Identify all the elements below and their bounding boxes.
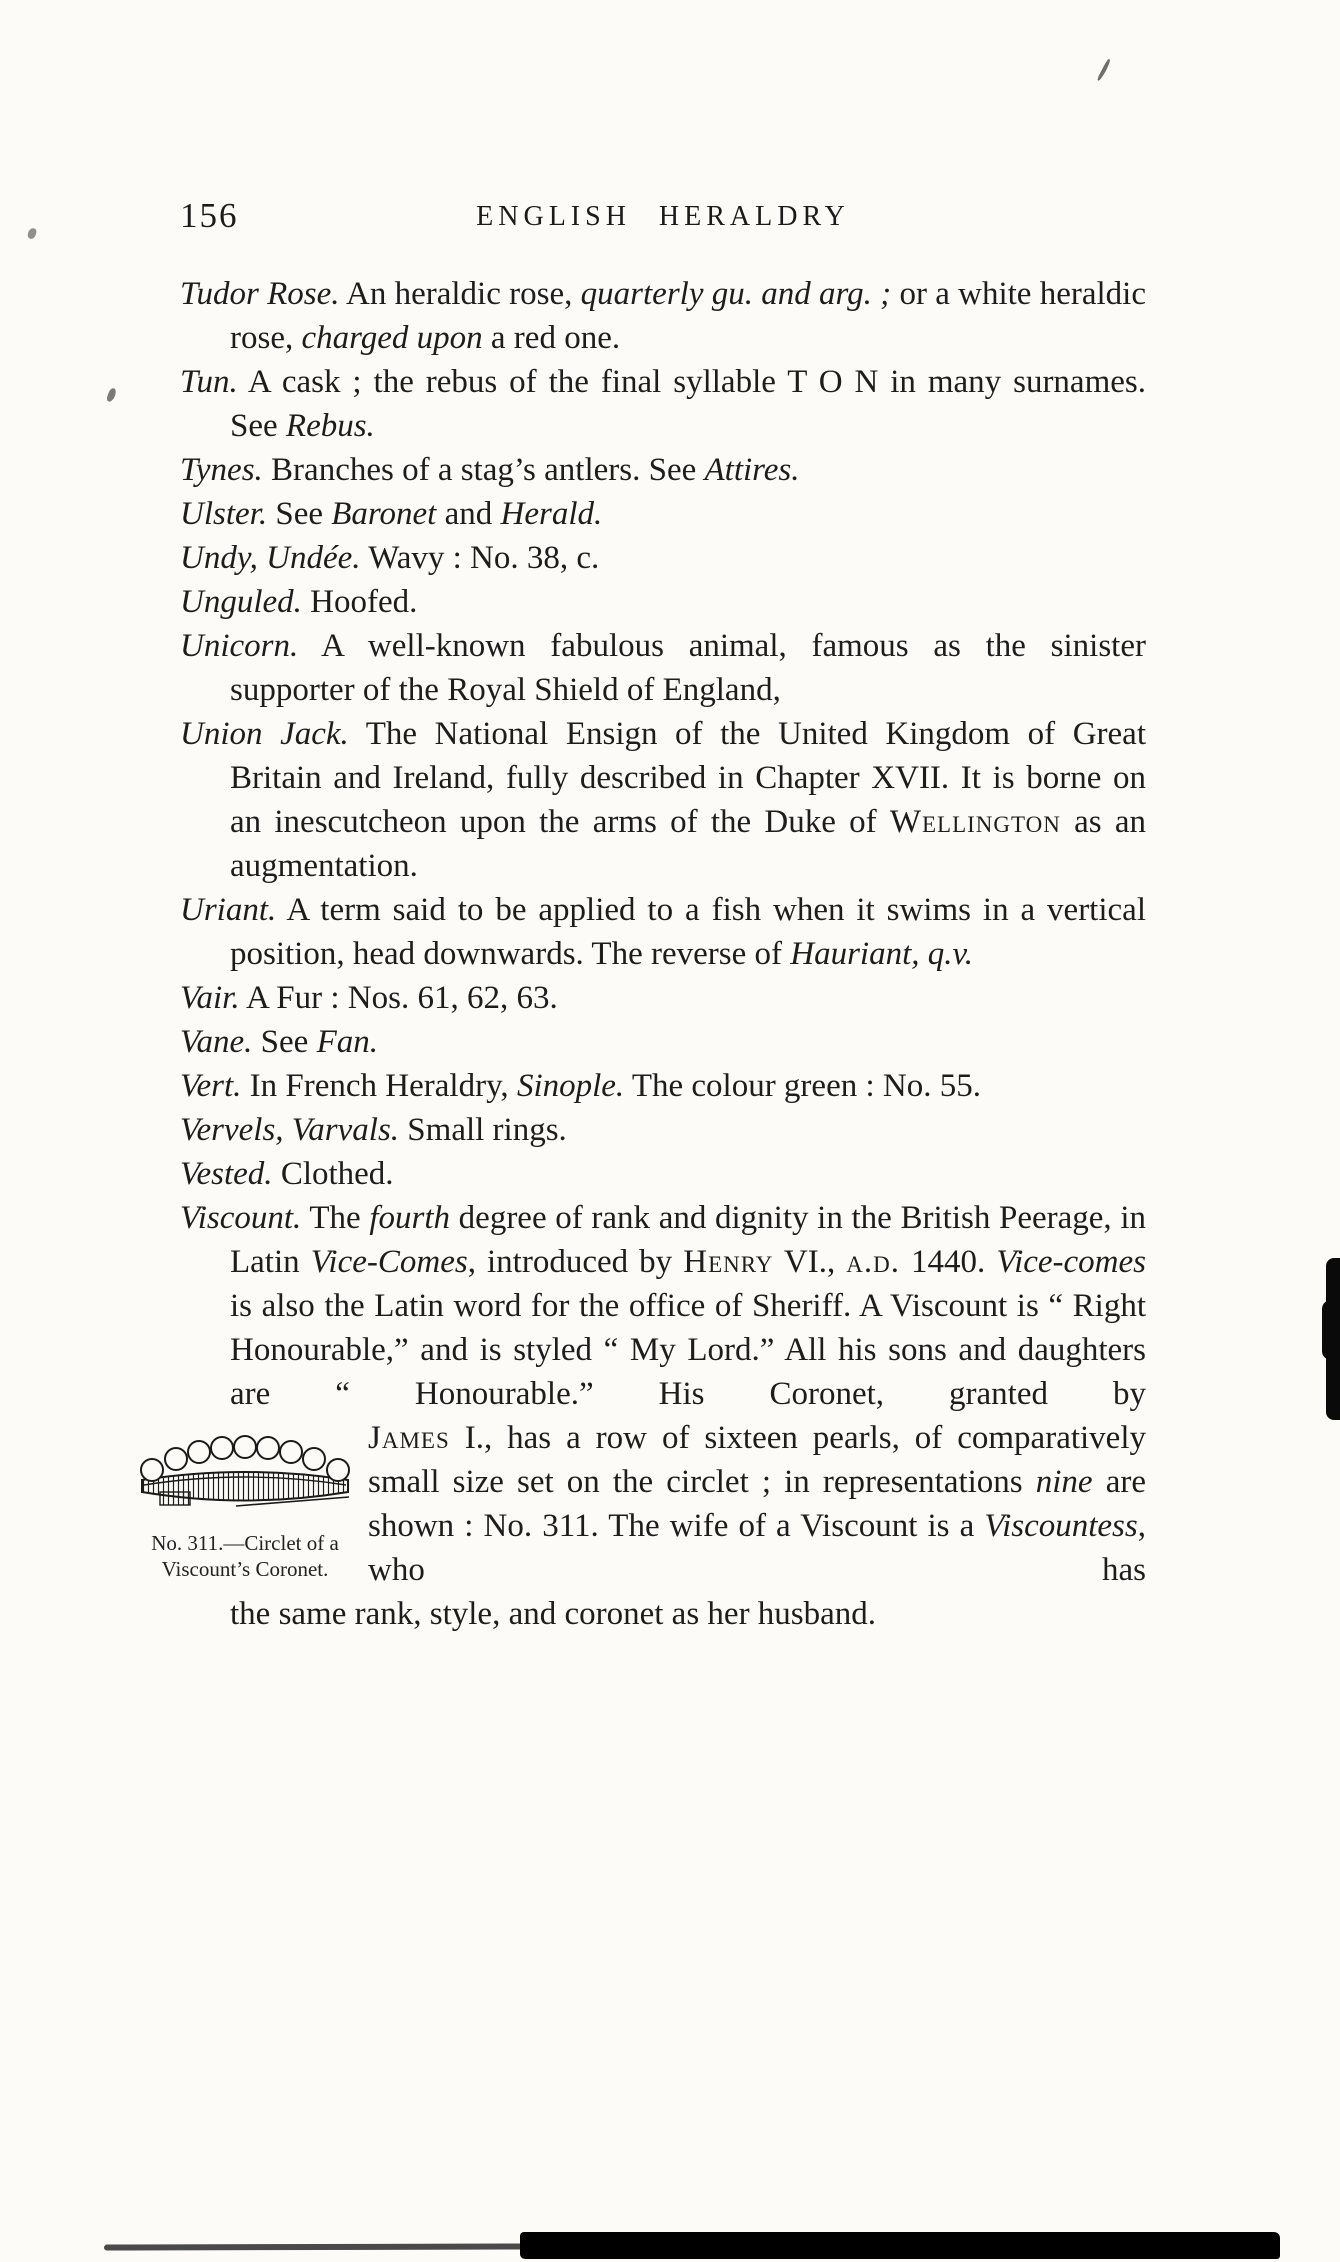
text-run: Rebus. <box>285 408 375 444</box>
text-run: Baronet <box>331 496 437 532</box>
text-run: Hoofed. <box>301 584 418 620</box>
scan-artifact-bottom-line <box>104 2243 536 2250</box>
text-run: See <box>252 1024 317 1060</box>
text-run: See <box>267 496 332 532</box>
text-run: charged upon <box>301 320 483 356</box>
text-run: In French Heraldry, <box>241 1068 517 1104</box>
figure-caption-line2: Viscount’s Coronet. <box>161 1557 329 1581</box>
text-run: Undy, Undée. <box>180 540 361 576</box>
text-run: degree of rank and dignity in the British Peerage, in Latin <box>230 1200 1146 1280</box>
glossary-entries <box>180 272 1146 1416</box>
glossary-entry <box>180 272 1146 360</box>
text-run: , introduced by <box>467 1244 684 1280</box>
page-header-row <box>180 196 1146 244</box>
glossary-entry <box>180 580 1146 624</box>
text-run: Tun. <box>180 364 238 400</box>
page-number: 156 <box>180 196 239 235</box>
text-run: Viscount. <box>180 1200 302 1236</box>
scan-artifact-speck <box>106 387 117 403</box>
text-run: The National Ensign of the United Kingdom of Great Britain and Ireland, fully described in Chapter XVII. It is borne on an inescutcheon upon the arms of the Duke of <box>230 716 1146 840</box>
text-run: Vice-Comes <box>310 1244 468 1280</box>
text-run: Wellington <box>889 804 1061 840</box>
text-run: Union Jack. <box>180 716 349 752</box>
text-run: A term said to be applied to a fish when it swims in a vertical position, head downwards. The reverse of <box>230 892 1146 972</box>
text-run: Vervels, Varvals. <box>180 1112 400 1148</box>
text-run: Viscountess <box>984 1508 1138 1544</box>
text-run: quarterly gu. and arg. ; <box>580 276 892 312</box>
viscount-figure-section <box>151 1416 1146 1592</box>
text-run: Ulster. <box>180 496 268 532</box>
text-run: , who has <box>368 1508 1146 1588</box>
glossary-entry <box>180 1020 1146 1064</box>
text-run: Vert. <box>180 1068 242 1104</box>
glossary-entry <box>180 492 1146 536</box>
glossary-entry <box>180 712 1146 888</box>
text-run: fourth <box>369 1200 451 1236</box>
scan-artifact-tick <box>1097 58 1112 81</box>
text-run: The <box>301 1200 370 1236</box>
text-run: nine <box>1035 1464 1093 1500</box>
text-run: I., has a row of sixteen pearls, of comparatively small size set on the circlet ; in representations <box>368 1420 1146 1500</box>
text-run: Vice-comes <box>996 1244 1146 1280</box>
text-run: James <box>368 1420 450 1456</box>
text-run: Tynes. <box>180 452 263 488</box>
text-run: 1440. <box>900 1244 997 1280</box>
glossary-entry <box>180 888 1146 976</box>
text-run: Vested. <box>180 1156 273 1192</box>
text-run: a.d. <box>846 1244 900 1280</box>
figure-caption <box>136 1530 354 1582</box>
text-run: An heraldic rose, <box>339 276 581 312</box>
text-run: A well-known fabulous animal, famous as the sinister supporter of the Royal Shield of England, <box>230 628 1146 708</box>
text-block <box>151 272 1146 1636</box>
text-run: Hauriant, q.v. <box>790 936 973 972</box>
text-run: Clothed. <box>272 1156 394 1192</box>
text-run: Tudor Rose. <box>180 276 340 312</box>
text-run: is also the Latin word for the office of Sheriff. A Viscount is “ Right Honourable,” and is styled “ My Lord.” All his sons and daughters are “ Honourable.” His Coronet, granted by <box>230 1288 1146 1412</box>
text-run: as an augmentation. <box>230 804 1146 884</box>
text-run: and <box>436 496 501 532</box>
text-run: Henry <box>683 1244 774 1280</box>
viscount-coronet-icon <box>136 1426 354 1518</box>
text-run: The colour green : No. 55. <box>624 1068 981 1104</box>
glossary-entry <box>180 448 1146 492</box>
glossary-entry <box>180 536 1146 580</box>
text-run: Herald. <box>500 496 603 532</box>
text-run: Unicorn. <box>180 628 299 664</box>
text-run: Sinople. <box>516 1068 625 1104</box>
coronet-figure <box>136 1426 354 1582</box>
figure-caption-line1: No. 311.—Circlet of a <box>151 1531 339 1555</box>
text-run: Branches of a stag’s antlers. See <box>262 452 705 488</box>
viscount-entry-last-line <box>180 1592 1146 1636</box>
glossary-entry <box>180 360 1146 448</box>
text-run: Unguled. <box>180 584 302 620</box>
text-run: VI., <box>773 1244 847 1280</box>
text-run: are shown : No. 311. The wife of a Viscount is a <box>368 1464 1146 1544</box>
text-run: Vane. <box>180 1024 253 1060</box>
text-run: Fan. <box>316 1024 378 1060</box>
scan-artifact-speck <box>27 227 38 240</box>
text-run: A cask ; the rebus of the final syllable T O N in many surnames. See <box>230 364 1146 444</box>
text-run: A Fur : Nos. 61, 62, 63. <box>239 980 558 1016</box>
glossary-entry <box>180 1196 1146 1416</box>
glossary-entry <box>180 1064 1146 1108</box>
text-run: Attires. <box>704 452 800 488</box>
glossary-entry <box>180 624 1146 712</box>
text-run: the same rank, style, and coronet as her husband. <box>230 1596 877 1632</box>
text-run: Uriant. <box>180 892 277 928</box>
glossary-entry <box>180 1108 1146 1152</box>
scan-artifact-bottom-bar <box>520 2232 1280 2259</box>
scan-artifact-edge-blob <box>1322 1300 1340 1360</box>
text-run: Wavy : No. 38, c. <box>360 540 600 576</box>
glossary-entry <box>180 976 1146 1020</box>
text-run: a red one. <box>482 320 621 356</box>
glossary-entry <box>180 1152 1146 1196</box>
text-run: Small rings. <box>399 1112 567 1148</box>
text-run: or a white heraldic rose, <box>230 276 1146 356</box>
text-run: Vair. <box>180 980 240 1016</box>
running-header: ENGLISH HERALDRY <box>476 201 850 232</box>
